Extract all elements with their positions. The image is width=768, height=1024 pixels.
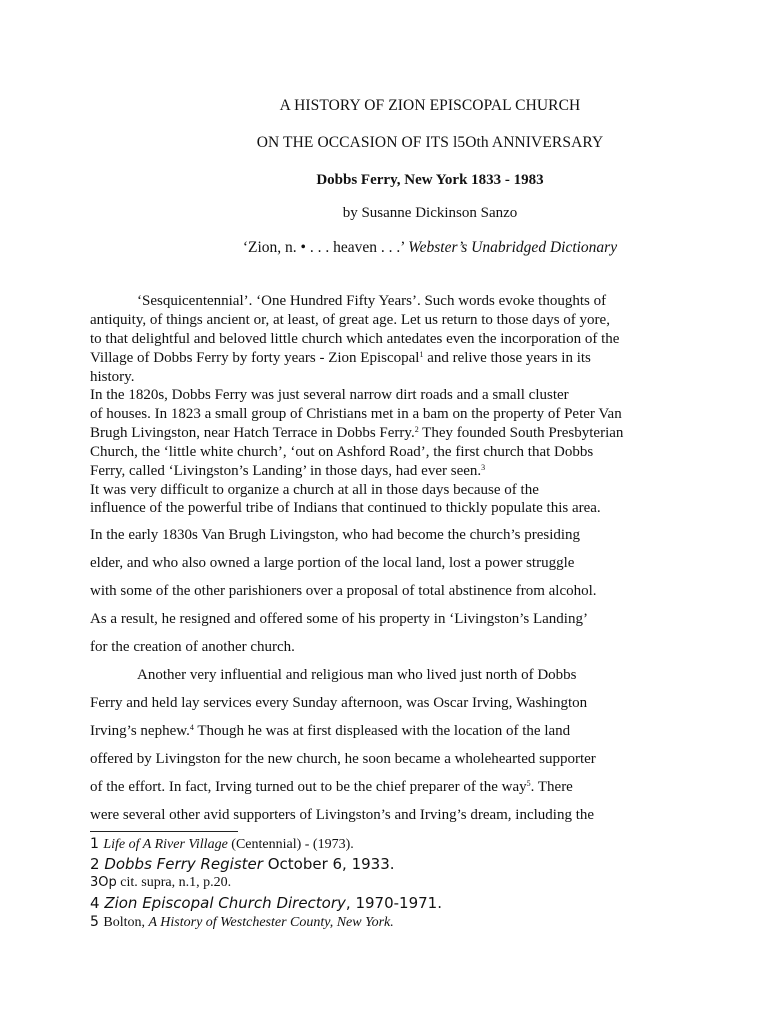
footnote-5: 5 Bolton, A History of Westchester County, New York. [90,914,394,930]
body-line: influence of the powerful tribe of Indians that continued to thickly populate this area. [90,500,601,516]
footnote-ref: 5 [526,779,531,788]
author-line: by Susanne Dickinson Sanzo [342,205,518,221]
body-line: with some of the other parishioners over a proposal of total abstinence from alcohol. [90,583,597,599]
body-line: of the effort. In fact, Irving turned out to be the chief preparer of the way$^5$. There [90,779,573,795]
body-line: Another very influential and religious man who lived just north of Dobbs [137,667,577,683]
body-line: of houses. In 1823 a small group of Christians met in a bam on the property of Peter Van [90,406,622,422]
body-line: Brugh Livingston, near Hatch Terrace in Dobbs Ferry.$^2$ They founded South Presbyterian [90,425,624,441]
body-line: Church, the ‘little white church’, ‘out on Ashford Road’, the first church that Dobbs [90,444,594,460]
body-line: In the early 1830s Van Brugh Livingston, who had become the church’s presiding [90,527,581,543]
epigraph-quote: ‘Zion, n. • . . . heaven . . .’ [242,239,405,256]
body-line: antiquity, of things ancient or, at least, of great age. Let us return to those days of yore, [90,312,610,328]
epigraph-source: Webster’s Unabridged Dictionary [408,239,618,256]
body-line: to that delightful and beloved little church which antedates even the incorporation of the [90,331,620,347]
body-line: for the creation of another church. [90,639,295,655]
footnote-3: 3Op cit. supra, n.1, p.20. [90,875,232,890]
footnote-ref: 2 [414,425,419,434]
footnote-ref: 1 [419,350,424,359]
document-subtitle: ON THE OCCASION OF ITS l5Oth ANNIVERSARY [256,134,604,151]
footnote-rule [90,831,238,832]
body-line: ‘Sesquicentennial’. ‘One Hundred Fifty Years’. Such words evoke thoughts of [137,293,607,309]
body-line: were several other avid supporters of Livingston’s and Irving’s dream, including the [90,807,595,823]
footnote-ref: 4 [189,723,194,732]
body-line: In the 1820s, Dobbs Ferry was just several narrow dirt roads and a small cluster [90,387,569,403]
body-line: As a result, he resigned and offered some of his property in ‘Livingston’s Landing’ [90,611,588,627]
body-line: Ferry, called ‘Livingston’s Landing’ in those days, had ever seen.$^3$ [90,463,486,479]
body-line: Irving’s nephew.$^4$ Though he was at first displeased with the location of the land [90,723,571,739]
body-line: It was very difficult to organize a church at all in those days because of the [90,482,539,498]
body-line: elder, and who also owned a large portion of the local land, lost a power struggle [90,555,575,571]
footnote-4: 4 Zion Episcopal Church Directory, 1970-1971. [90,894,442,912]
epigraph [90,239,768,257]
footnote-ref: 3 [481,463,486,472]
document-title: A HISTORY OF ZION EPISCOPAL CHURCH [279,97,581,114]
body-line: offered by Livingston for the new church, he soon became a wholehearted supporter [90,751,596,767]
body-line: Ferry and held lay services every Sunday afternoon, was Oscar Irving, Washington [90,695,588,711]
body-line: Village of Dobbs Ferry by forty years - Zion Episcopal$^1$ and relive those years in its [90,350,591,366]
body-line: history. [90,369,135,385]
footnote-1: 1 Life of A River Village (Centennial) - (1973). [90,836,354,852]
place-and-dates: Dobbs Ferry, New York 1833 - 1983 [316,172,544,188]
footnote-2: 2 Dobbs Ferry Register October 6, 1933. [90,855,395,873]
